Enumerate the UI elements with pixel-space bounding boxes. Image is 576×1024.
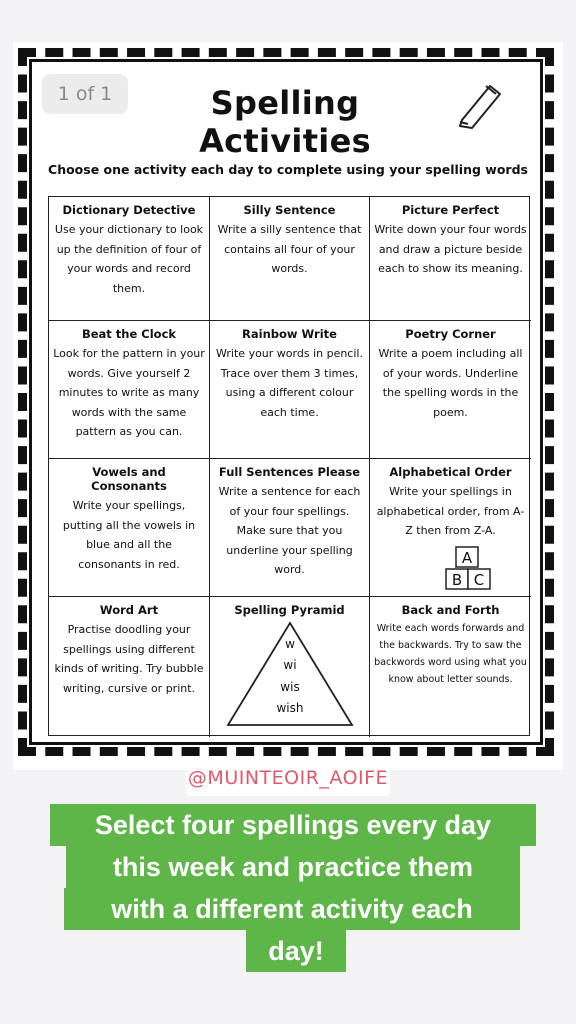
activity-title: Silly Sentence: [243, 203, 336, 217]
activity-title: Rainbow Write: [242, 327, 337, 341]
activity-title: Beat the Clock: [81, 327, 177, 341]
activity-cell: [370, 597, 531, 737]
activity-title: Back and Forth: [401, 603, 500, 617]
activity-title: Vowels and Consonants: [91, 465, 167, 493]
activity-description: Use your dictionary to look up the definition of four of your words and record them.: [54, 223, 204, 295]
activity-title: Full Sentences Please: [218, 465, 361, 479]
page-counter: 1 of 1: [42, 74, 128, 114]
activity-description: Practise doodling your spellings using different kinds of writing. Try bubble writing, cursive or print.: [54, 623, 204, 695]
activity-title: Poetry Corner: [405, 327, 496, 341]
activity-description: Write a sentence for each of your four spellings. Make sure that you underline your spelling word.: [218, 485, 361, 576]
activity-title: Picture Perfect: [401, 203, 500, 217]
activity-cell: [370, 459, 531, 597]
pencil-icon: [452, 80, 506, 132]
pyramid-word: wi: [283, 658, 297, 672]
activity-description: Look for the pattern in your words. Give yourself 2 minutes to write as many words with the same pattern as you can.: [53, 347, 205, 438]
worksheet-title: Spelling Activities: [199, 84, 371, 160]
pyramid-word: w: [285, 637, 295, 651]
pyramid-word: wish: [276, 701, 304, 715]
activity-description: Write your words in pencil. Trace over them 3 times, using a different colour each time.: [216, 347, 363, 419]
block-letter-b: B: [451, 571, 463, 589]
activity-cell: [210, 597, 370, 737]
activity-description: Write your spellings in alphabetical order, from A-Z then from Z-A.: [376, 485, 525, 537]
caption-line: with a different activity each: [64, 888, 520, 930]
activity-cell: [49, 597, 210, 737]
activity-cell: [49, 321, 210, 459]
activity-cell: [370, 197, 531, 321]
caption-line: day!: [246, 930, 346, 972]
instructions-text: Choose one activity each day to complete using your spelling words: [48, 162, 528, 177]
block-letter-c: C: [473, 571, 485, 589]
activity-cell: [49, 197, 210, 321]
activity-description: Write a silly sentence that contains all four of your words.: [217, 223, 362, 275]
activity-title: Dictionary Detective: [62, 203, 196, 217]
activity-description: Write each words forwards and the backwards. Try to saw the backwords word using what you know about letter sounds.: [374, 623, 527, 685]
author-handle[interactable]: @MUINTEOIR_AOIFE: [186, 760, 390, 796]
activities-grid: [48, 196, 530, 736]
activity-cell: [210, 459, 370, 597]
caption-line: Select four spellings every day: [50, 804, 536, 846]
activity-cell: [49, 459, 210, 597]
abc-blocks-icon: [438, 543, 498, 593]
activity-cell: [370, 321, 531, 459]
activity-cell: [210, 321, 370, 459]
caption-line: this week and practice them: [66, 846, 520, 888]
activity-cell: [210, 197, 370, 321]
activity-description: Write a poem including all of your words. Underline the spelling words in the poem.: [378, 347, 523, 419]
activity-title: Spelling Pyramid: [234, 603, 345, 617]
pyramid-word: wis: [280, 680, 300, 694]
activity-description: Write your spellings, putting all the vowels in blue and all the consonants in red.: [62, 499, 196, 571]
activity-title: Alphabetical Order: [389, 465, 512, 479]
activity-description: Write down your four words and draw a picture beside each to show its meaning.: [374, 223, 527, 275]
block-letter-a: A: [461, 549, 473, 567]
activity-title: Word Art: [99, 603, 159, 617]
